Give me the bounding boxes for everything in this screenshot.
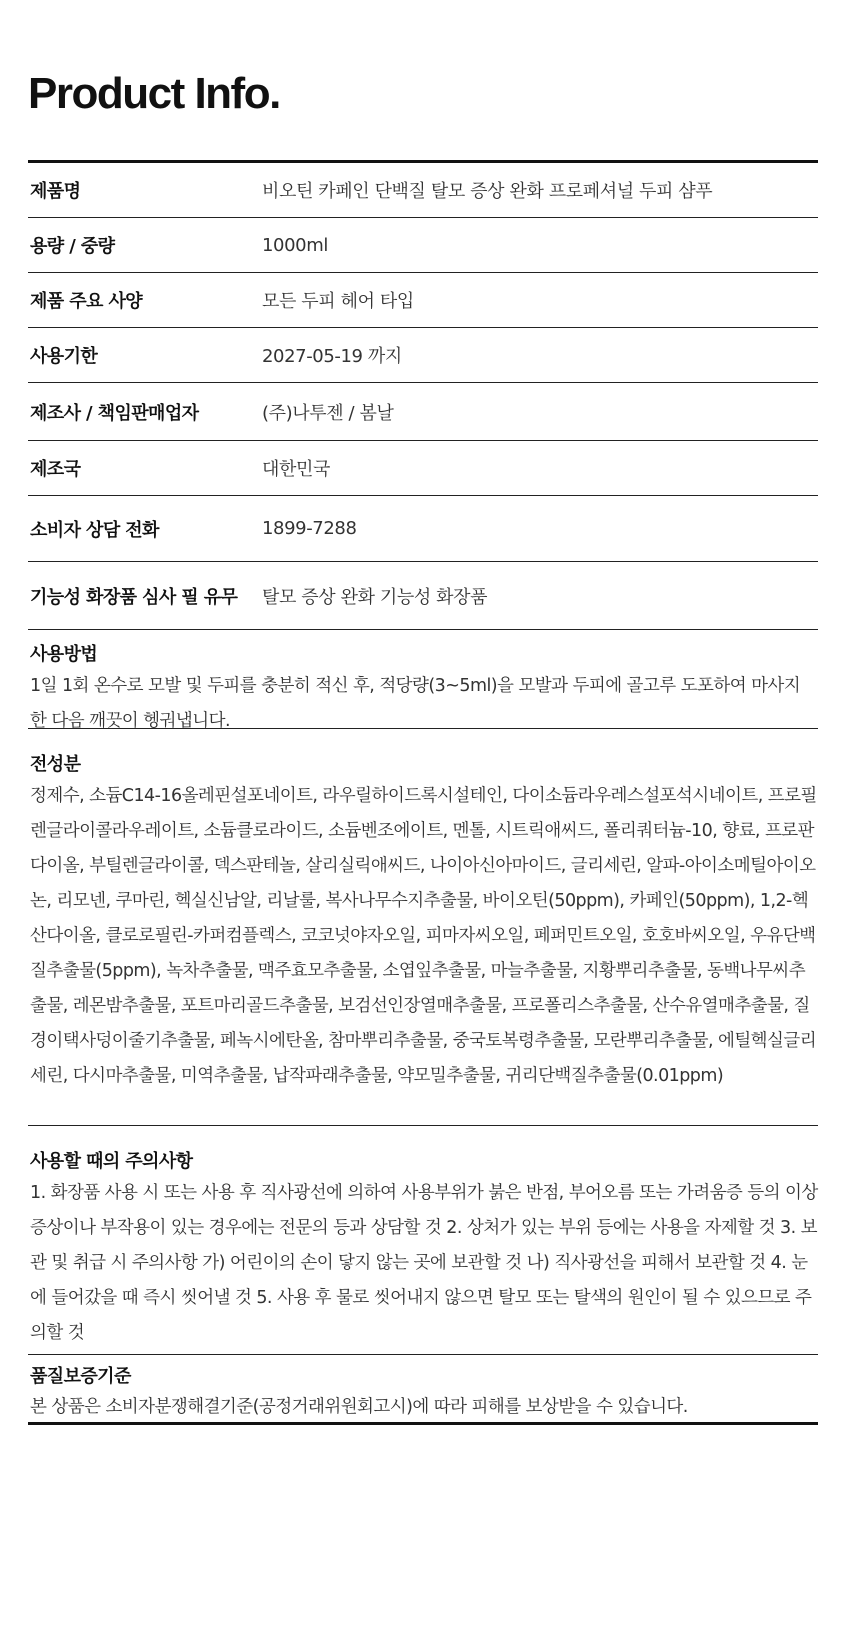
- ingredients-text: 정제수, 소듐C14-16올레핀설포네이트, 라우릴하이드록시설테인, 다이소듐라우레스설포석시네이트, 프로필렌글라이콜라우레이트, 소듐클로라이드, 소듐벤조에이트, 멘톨, 시트릭애씨드, 폴리쿼터늄-10, 향료, 프로판다이올, 부틸렌글라이콜, 덱스판테놀, 살리실릭애씨드, 나이아신아마이드, 글리세린, 알파-아이소메틸아이오논, 리모넨, 쿠마린, 헥실신남알, 리날룰, 복사나무수지추출물, 바이오틴(50ppm), 카페인(50ppm), 1,2-헥산다이올, 클로로필린-카퍼컴플렉스, 코코넛야자오일, 피마자씨오일, 페퍼민트오일, 호호바씨오일, 우유단백질추출물(5ppm), 녹차추출물, 맥주효모추출물, 소엽잎추출물, 마늘추출물, 지황뿌리추출물, 동백나무씨추출물, 레몬밤추출물, 포트마리골드추출물, 보검선인장열매추출물, 프로폴리스추출물, 산수유열매추출물, 질경이택사덩이줄기추출물, 페녹시에탄올, 참마뿌리추출물, 중국토복령추출물, 모란뿌리추출물, 에틸헥실글리세린, 다시마추출물, 미역추출물, 납작파래추출물, 약모밀추출물, 귀리단백질추출물(0.01ppm): [30, 786, 817, 1086]
- info-label: 제조사 / 책임판매업자: [30, 402, 199, 424]
- info-row-expiry: [28, 328, 818, 383]
- info-label: 용량 / 중량: [30, 236, 115, 257]
- info-value: (주)나투젠 / 봄날: [262, 402, 394, 424]
- product-info-table: [28, 160, 818, 1425]
- info-label: 제품 주요 사양: [30, 291, 143, 312]
- caution-section: [28, 1126, 818, 1355]
- info-label: 소비자 상담 전화: [30, 519, 159, 541]
- caution-title: 사용할 때의 주의사항: [30, 1151, 193, 1172]
- info-value: 1000ml: [262, 234, 328, 256]
- usage-text: 1일 1회 온수로 모발 및 두피를 충분히 적신 후, 적당량(3~5ml)을 모발과 두피에 골고루 도포하여 마사지 한 다음 깨끗이 헹궈냅니다.: [30, 676, 801, 731]
- usage-section: [28, 630, 818, 729]
- ingredients-section: [28, 729, 818, 1126]
- info-value: 2027-05-19 까지: [262, 346, 402, 367]
- info-row-manufacturer: [28, 383, 818, 441]
- page-title: Product Info.: [28, 69, 280, 118]
- usage-title: 사용방법: [30, 644, 98, 665]
- quality-section: [28, 1355, 818, 1425]
- info-label: 기능성 화장품 심사 필 유무: [30, 586, 238, 608]
- quality-text: 본 상품은 소비자분쟁해결기준(공정거래위원회고시)에 따라 피해를 보상받을 수 있습니다.: [30, 1397, 688, 1417]
- info-row-volume: [28, 218, 818, 273]
- caution-text: 1. 화장품 사용 시 또는 사용 후 직사광선에 의하여 사용부위가 붉은 반점, 부어오름 또는 가려움증 등의 이상 증상이나 부작용이 있는 경우에는 전문의 등과 상담할 것 2. 상처가 있는 부위 등에는 사용을 자제할 것 3. 보관 및 취급 시 주의사항 가) 어린이의 손이 닿지 않는 곳에 보관할 것 나) 직사광선을 피해서 보관할 것 4. 눈에 들어갔을 때 즉시 씻어낼 것 5. 사용 후 물로 씻어내지 않으면 탈모 또는 탈색의 원인이 될 수 있으므로 주의할 것: [30, 1183, 818, 1343]
- info-value: 대한민국: [262, 459, 330, 480]
- info-label: 사용기한: [30, 346, 98, 367]
- info-row-phone: [28, 496, 818, 562]
- info-label: 제품명: [30, 181, 81, 202]
- info-label: 제조국: [30, 459, 81, 480]
- info-row-country: [28, 441, 818, 496]
- info-value: 비오틴 카페인 단백질 탈모 증상 완화 프로페셔널 두피 샴푸: [262, 181, 713, 202]
- ingredients-title: 전성분: [30, 754, 81, 775]
- info-row-functional: [28, 562, 818, 630]
- quality-title: 품질보증기준: [30, 1366, 131, 1387]
- info-value: 탈모 증상 완화 기능성 화장품: [262, 586, 488, 608]
- info-value: 1899-7288: [262, 518, 357, 539]
- info-row-spec: [28, 273, 818, 328]
- info-row-product-name: [28, 163, 818, 218]
- info-value: 모든 두피 헤어 타입: [262, 291, 414, 312]
